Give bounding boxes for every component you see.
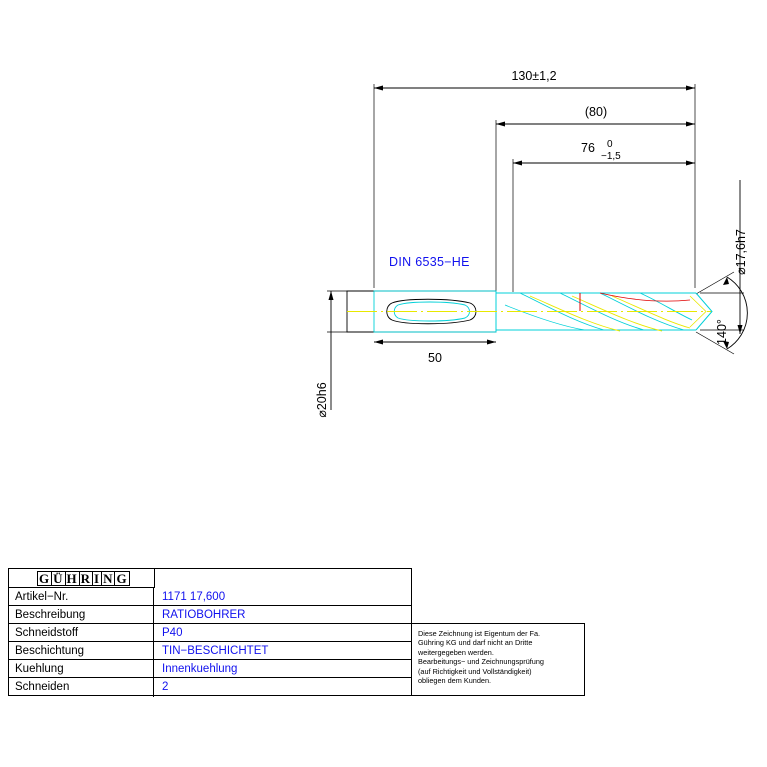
table-row [9, 606, 411, 624]
table-row [9, 588, 411, 606]
guehring-logo: G Ü H R I N G [39, 571, 128, 586]
row-value-beschreibung: RATIOBOHRER [162, 609, 246, 622]
logo-cell [9, 569, 155, 588]
dimension-tolerance-upper: 0 [607, 139, 613, 150]
dimension-flute-length-text: (80) [584, 105, 608, 119]
note-line: Gühring KG und darf nicht an Dritte [418, 638, 533, 648]
row-value-schneiden: 2 [162, 681, 169, 694]
copyright-note-block [411, 623, 585, 696]
dimension-shank-length-text: 50 [428, 351, 442, 365]
dimension-usable-length-text: 76 [581, 141, 595, 155]
dimension-shank-diameter [315, 291, 378, 418]
row-label-beschichtung: Beschichtung [9, 642, 154, 659]
row-label-schneiden: Schneiden [9, 678, 154, 696]
norm-label: DIN 6535−HE [389, 255, 470, 269]
note-line: weitergegeben werden. [418, 647, 494, 657]
table-row [9, 678, 411, 696]
dimension-shank-length [374, 340, 496, 366]
row-label-beschreibung: Beschreibung [9, 606, 154, 623]
title-block [8, 568, 412, 696]
dimension-usable-length [513, 139, 695, 292]
row-label-kuehlung: Kuehlung [9, 660, 154, 677]
row-value-artikel: 1171 17,600 [162, 591, 226, 603]
note-line: Diese Zeichnung ist Eigentum der Fa. [418, 629, 541, 638]
note-line: Bearbeitungs− und Zeichnungsprüfung [418, 657, 544, 667]
dimension-shank-diameter-text: ⌀20h6 [315, 382, 329, 418]
row-label-artikel: Artikel−Nr. [9, 588, 154, 605]
note-line: (auf Richtigkeit und Vollständigkeit) [418, 666, 532, 676]
note-line: obliegen dem Kunden. [418, 676, 492, 686]
dimension-cutting-diameter-text: ⌀17,6h7 [734, 229, 748, 275]
table-row [9, 642, 411, 660]
row-value-schneidstoff: P40 [162, 627, 183, 640]
dimension-flute-length [496, 105, 695, 292]
row-label-schneidstoff: Schneidstoff [9, 624, 154, 641]
dimension-cutting-diameter [700, 180, 748, 334]
dimension-tolerance-lower: −1,5 [601, 151, 621, 162]
row-value-kuehlung: Innenkuehlung [162, 663, 238, 676]
table-row [9, 660, 411, 678]
row-value-beschichtung: TIN−BESCHICHTET [162, 645, 269, 658]
dimension-point-angle-text: 140° [715, 319, 729, 345]
dimension-total-length-text: 130±1,2 [511, 69, 557, 83]
drill-body [347, 291, 712, 332]
table-row [9, 624, 411, 642]
